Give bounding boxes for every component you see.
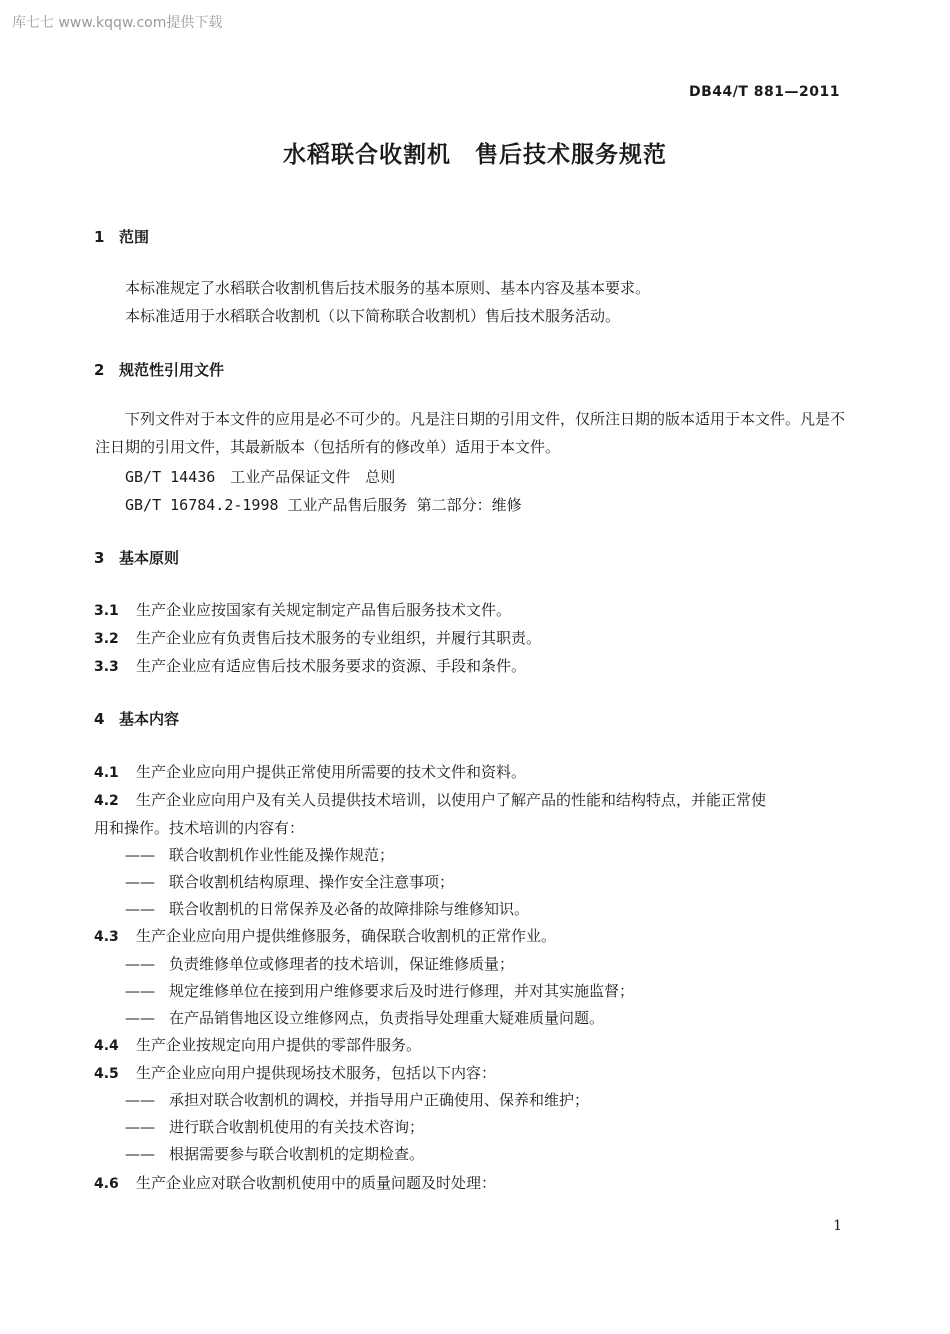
section-number: 1 bbox=[94, 228, 105, 246]
clause-4-2: 4.2 生产企业应向用户及有关人员提供技术培训，以使用户了解产品的性能和结构特点，并能正常使 bbox=[94, 791, 767, 809]
section-number: 3 bbox=[94, 549, 105, 567]
paragraph: 本标准规定了水稻联合收割机售后技术服务的基本原则、基本内容及基本要求。 bbox=[125, 279, 651, 297]
clause-4-4: 4.4 生产企业按规定向用户提供的零部件服务。 bbox=[94, 1036, 422, 1054]
clause-3-2: 3.2 生产企业应有负责售后技术服务的专业组织，并履行其职责。 bbox=[94, 629, 542, 647]
list-item: —— 负责维修单位或修理者的技术培训，保证维修质量； bbox=[125, 955, 515, 973]
list-item: —— 在产品销售地区设立维修网点，负责指导处理重大疑难质量问题。 bbox=[125, 1009, 605, 1027]
section-title: 规范性引用文件 bbox=[119, 361, 225, 379]
section-title: 基本内容 bbox=[119, 710, 180, 728]
section-2-heading bbox=[94, 359, 224, 380]
list-item: —— 根据需要参与联合收割机的定期检查。 bbox=[125, 1145, 425, 1163]
reference-item: GB/T 16784.2-1998 工业产品售后服务 第二部分：维修 bbox=[125, 496, 522, 514]
list-item: —— 联合收割机结构原理、操作安全注意事项； bbox=[125, 873, 455, 891]
standard-code: DB44/T 881—2011 bbox=[689, 84, 840, 100]
list-item: —— 承担对联合收割机的调校，并指导用户正确使用、保养和维护； bbox=[125, 1091, 590, 1109]
section-title: 范围 bbox=[119, 228, 150, 246]
watermark-text: 库七七 www.kqqw.com提供下载 bbox=[12, 15, 223, 31]
clause-4-5: 4.5 生产企业应向用户提供现场技术服务，包括以下内容： bbox=[94, 1064, 497, 1082]
list-item: —— 规定维修单位在接到用户维修要求后及时进行修理，并对其实施监督； bbox=[125, 982, 635, 1000]
section-3-heading bbox=[94, 547, 179, 568]
clause-4-3: 4.3 生产企业应向用户提供维修服务，确保联合收割机的正常作业。 bbox=[94, 927, 557, 945]
section-4-heading bbox=[94, 708, 179, 729]
list-item: —— 联合收割机作业性能及操作规范； bbox=[125, 846, 395, 864]
clause-3-1: 3.1 生产企业应按国家有关规定制定产品售后服务技术文件。 bbox=[94, 601, 512, 619]
clause-3-3: 3.3 生产企业应有适应售后技术服务要求的资源、手段和条件。 bbox=[94, 657, 527, 675]
section-number: 2 bbox=[94, 361, 105, 379]
section-title: 基本原则 bbox=[119, 549, 180, 567]
paragraph: 下列文件对于本文件的应用是必不可少的。凡是注日期的引用文件，仅所注日期的版本适用于本文件。凡是不注日期的引用文件，其最新版本（包括所有的修改单）适用于本文件。 bbox=[95, 410, 846, 456]
clause-continuation: 用和操作。技术培训的内容有： bbox=[94, 819, 305, 837]
section-number: 4 bbox=[94, 710, 105, 728]
list-item: —— 进行联合收割机使用的有关技术咨询； bbox=[125, 1118, 425, 1136]
document-title: 水稻联合收割机 售后技术服务规范 bbox=[283, 142, 667, 168]
clause-4-1: 4.1 生产企业应向用户提供正常使用所需要的技术文件和资料。 bbox=[94, 763, 527, 781]
section-1-heading bbox=[94, 226, 149, 247]
list-item: —— 联合收割机的日常保养及必备的故障排除与维修知识。 bbox=[125, 900, 530, 918]
reference-item: GB/T 14436 工业产品保证文件 总则 bbox=[125, 468, 396, 486]
clause-4-6: 4.6 生产企业应对联合收割机使用中的质量问题及时处理： bbox=[94, 1174, 497, 1192]
page-number: 1 bbox=[833, 1218, 842, 1234]
paragraph: 本标准适用于水稻联合收割机（以下简称联合收割机）售后技术服务活动。 bbox=[125, 307, 621, 325]
